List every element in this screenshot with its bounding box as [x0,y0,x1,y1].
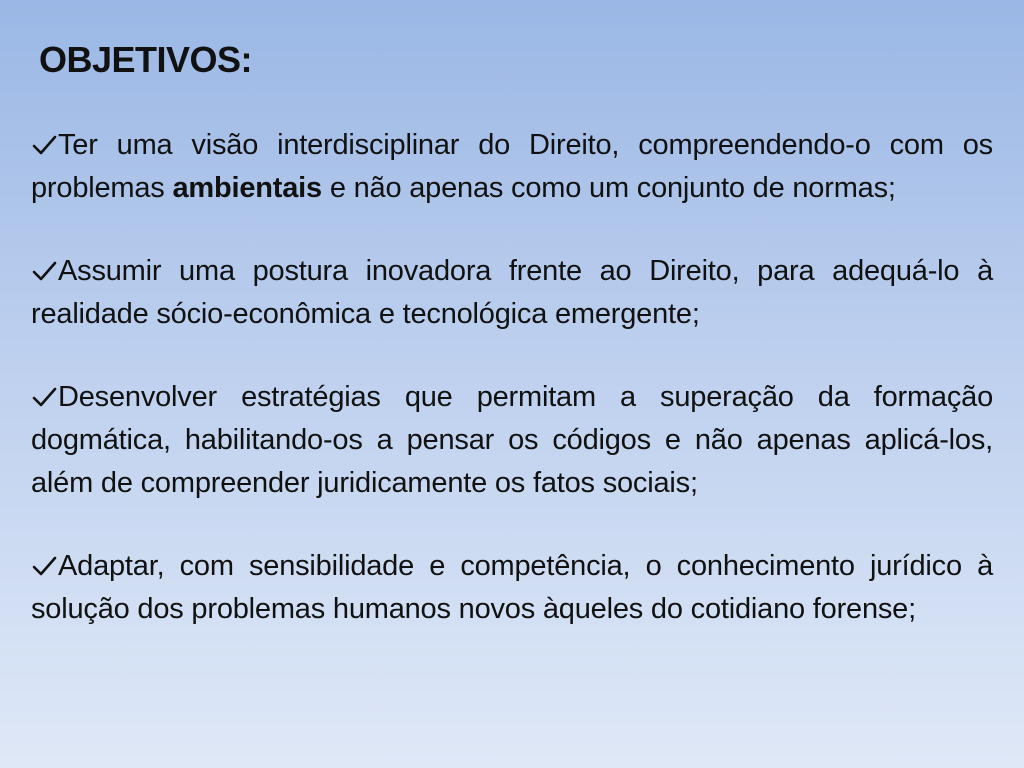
check-icon [31,555,58,577]
objective-text: Assumir uma postura inovadora frente ao Direito, para adequá-lo à realidade sócio-econômica e tecnológica emergente; [31,255,993,330]
slide-title: OBJETIVOS: [39,39,253,80]
objective-text: Adaptar, com sensibilidade e competência, o conhecimento jurídico à solução dos problemas humanos novos àqueles do cotidiano forense; [31,550,993,625]
objective-text: e não apenas como um conjunto de normas; [321,172,896,204]
objectives-list [31,124,993,631]
check-icon [31,134,58,156]
objective-text: Desenvolver estratégias que permitam a superação da formação dogmática, habilitando-os a pensar os códigos e não apenas aplicá-los, além de compreender juridicamente os fatos sociais; [31,381,993,499]
objective-item [31,124,993,210]
objective-item [31,250,993,336]
objective-item [31,376,993,505]
check-icon [31,386,58,408]
objective-text: Ter uma visão interdisciplinar do Direito, compreendendo-o com os problemas [31,129,993,204]
check-icon [31,260,58,282]
objective-emphasis: ambientais [172,172,322,204]
objective-item [31,545,993,631]
